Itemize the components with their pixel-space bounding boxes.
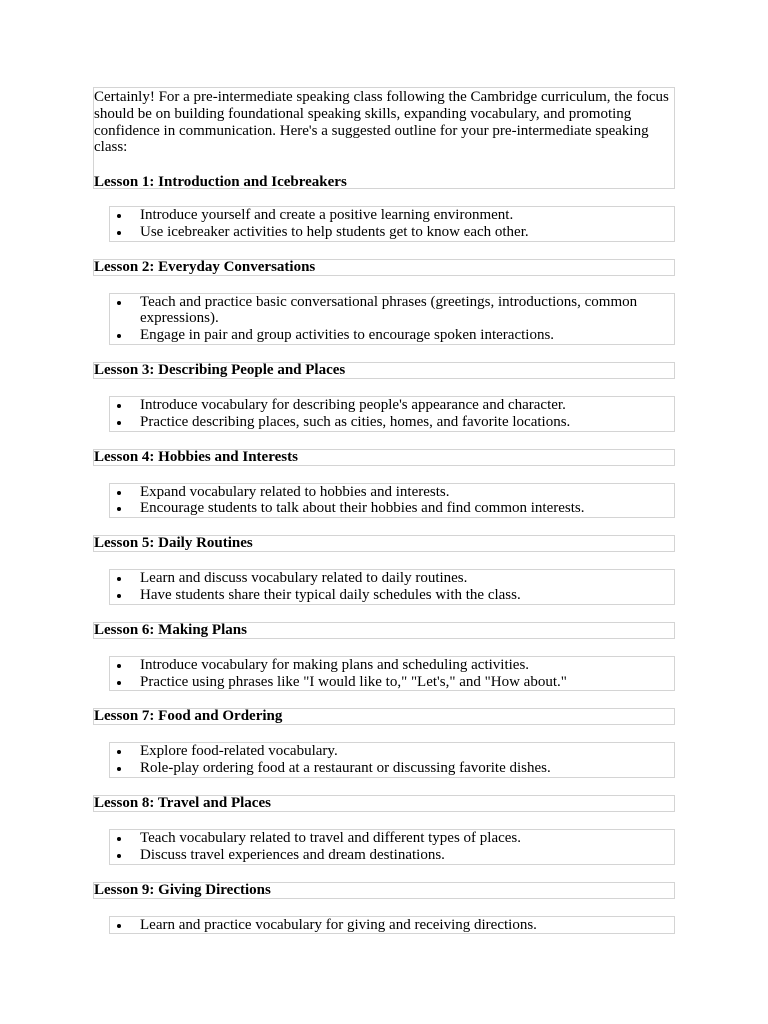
list-item: Encourage students to talk about their hobbies and find common interests. — [110, 500, 674, 517]
list-item: Engage in pair and group activities to encourage spoken interactions. — [110, 327, 674, 344]
lesson-1-heading: Lesson 1: Introduction and Icebreakers — [94, 174, 347, 190]
list-item: Introduce yourself and create a positive learning environment. — [110, 207, 674, 224]
lesson-5-heading: Lesson 5: Daily Routines — [93, 535, 675, 552]
lesson-7-list — [109, 742, 675, 778]
list-item: Explore food-related vocabulary. — [110, 743, 674, 760]
list-item: Introduce vocabulary for making plans and scheduling activities. — [110, 657, 674, 674]
lesson-9-list — [109, 916, 675, 935]
lesson-4-list — [109, 483, 675, 519]
lesson-7-heading: Lesson 7: Food and Ordering — [93, 708, 675, 725]
intro-section — [93, 87, 675, 189]
intro-paragraph: Certainly! For a pre-intermediate speaking class following the Cambridge curriculum, the focus should be on building foundational speaking skills, expanding vocabulary, and promoting confidence in communication. Here's a suggested outline for your pre-intermediate speaking class: — [94, 89, 669, 156]
document — [93, 87, 677, 934]
list-item: Have students share their typical daily schedules with the class. — [110, 587, 674, 604]
list-item: Teach vocabulary related to travel and different types of places. — [110, 830, 674, 847]
list-item: Discuss travel experiences and dream destinations. — [110, 847, 674, 864]
list-item: Introduce vocabulary for describing people's appearance and character. — [110, 397, 674, 414]
lesson-5-list — [109, 569, 675, 605]
list-item: Teach and practice basic conversational phrases (greetings, introductions, common expressions). — [110, 294, 674, 328]
list-item: Use icebreaker activities to help students get to know each other. — [110, 224, 674, 241]
list-item: Practice using phrases like "I would like to," "Let's," and "How about." — [110, 674, 674, 691]
lesson-6-heading: Lesson 6: Making Plans — [93, 622, 675, 639]
lesson-3-list — [109, 396, 675, 432]
lesson-9-heading: Lesson 9: Giving Directions — [93, 882, 675, 899]
lesson-2-list — [109, 293, 675, 345]
list-item: Role-play ordering food at a restaurant or discussing favorite dishes. — [110, 760, 674, 777]
lesson-1-list — [109, 206, 675, 242]
lesson-8-heading: Lesson 8: Travel and Places — [93, 795, 675, 812]
lesson-8-list — [109, 829, 675, 865]
lesson-6-list — [109, 656, 675, 692]
list-item: Learn and discuss vocabulary related to daily routines. — [110, 570, 674, 587]
list-item: Expand vocabulary related to hobbies and interests. — [110, 484, 674, 501]
list-item: Practice describing places, such as cities, homes, and favorite locations. — [110, 414, 674, 431]
lesson-3-heading: Lesson 3: Describing People and Places — [93, 362, 675, 379]
list-item: Learn and practice vocabulary for giving and receiving directions. — [110, 917, 674, 934]
lesson-4-heading: Lesson 4: Hobbies and Interests — [93, 449, 675, 466]
lesson-2-heading: Lesson 2: Everyday Conversations — [93, 259, 675, 276]
